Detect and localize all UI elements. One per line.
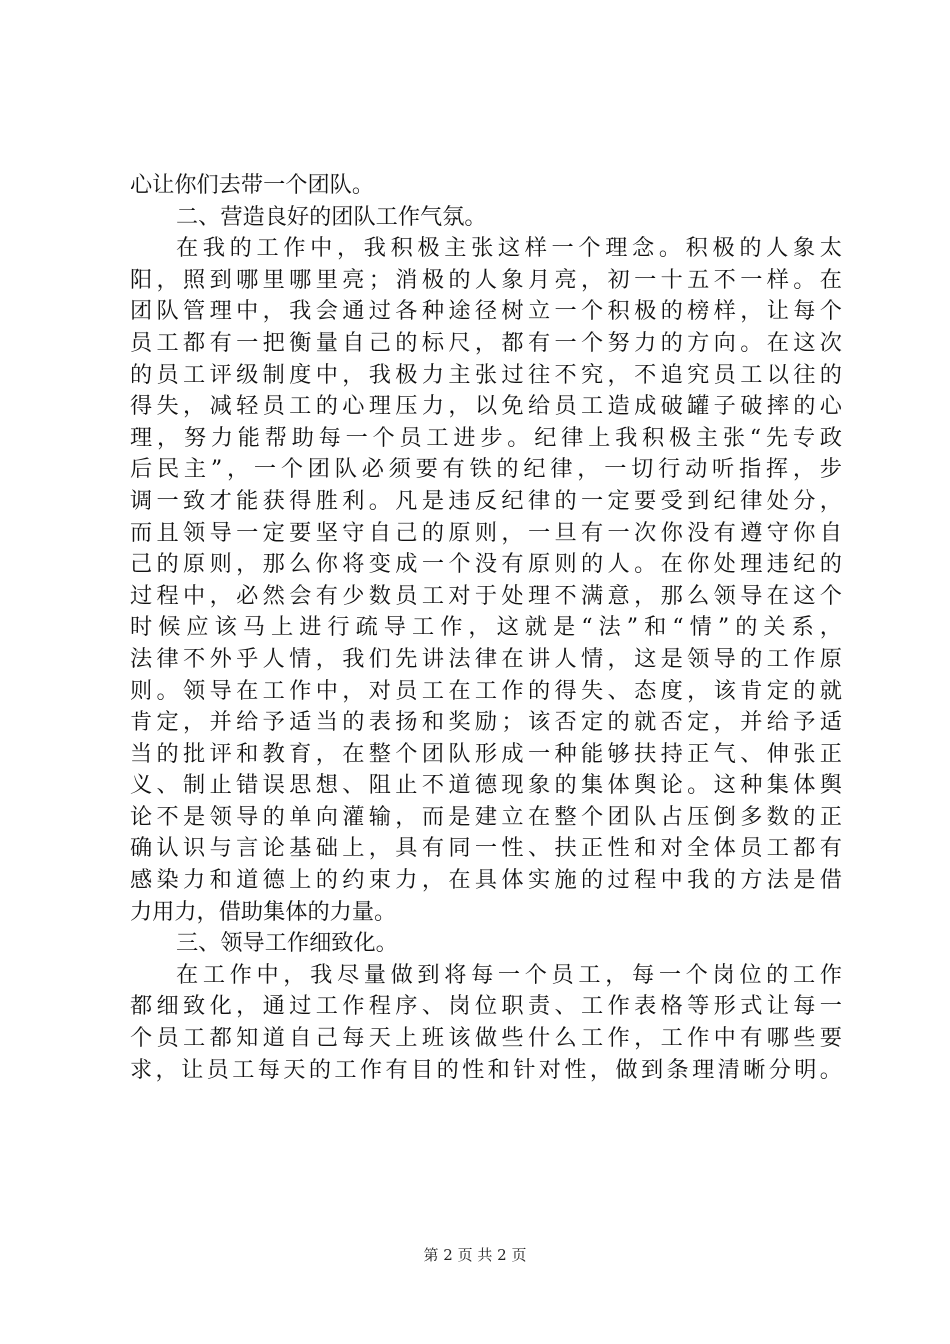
body-text bbox=[130, 170, 842, 1086]
text-line: 论不是领导的单向灌输，而是建立在整个团队占压倒多数的正 bbox=[130, 803, 842, 830]
text-line: 二、营造良好的团队工作气氛。 bbox=[176, 203, 487, 230]
text-line: 三、领导工作细致化。 bbox=[176, 930, 398, 957]
text-line: 力用力，借助集体的力量。 bbox=[130, 898, 397, 925]
text-line: 过程中，必然会有少数员工对于处理不满意，那么领导在这个 bbox=[130, 582, 842, 609]
text-line: 都细致化，通过工作程序、岗位职责、工作表格等形式让每一 bbox=[130, 993, 842, 1020]
text-line: 感染力和道德上的约束力，在具体实施的过程中我的方法是借 bbox=[130, 867, 842, 894]
text-line: 理，努力能帮助每一个员工进步。纪律上我积极主张“先专政 bbox=[130, 424, 842, 451]
text-line: 员工都有一把衡量自己的标尺，都有一个努力的方向。在这次 bbox=[130, 329, 842, 356]
text-line: 法律不外乎人情，我们先讲法律在讲人情，这是领导的工作原 bbox=[130, 645, 842, 672]
text-line: 个员工都知道自己每天上班该做些什么工作，工作中有哪些要 bbox=[130, 1025, 842, 1052]
text-line: 义、制止错误思想、阻止不道德现象的集体舆论。这种集体舆 bbox=[130, 772, 842, 799]
text-line: 后民主”，一个团队必须要有铁的纪律，一切行动听指挥，步 bbox=[130, 456, 842, 483]
text-line: 肯定，并给予适当的表扬和奖励；该否定的就否定，并给予适 bbox=[130, 709, 842, 736]
page-footer: 第 2 页 共 2 页 bbox=[423, 1246, 527, 1264]
text-line: 则。领导在工作中，对员工在工作的得失、态度，该肯定的就 bbox=[130, 677, 842, 704]
text-line: 得失，减轻员工的心理压力，以免给员工造成破罐子破摔的心 bbox=[130, 393, 842, 420]
text-line: 团队管理中，我会通过各种途径树立一个积极的榜样，让每个 bbox=[130, 298, 842, 325]
text-line: 时候应该马上进行疏导工作，这就是“法”和“情”的关系， bbox=[130, 614, 842, 641]
text-line: 心让你们去带一个团队。 bbox=[130, 172, 375, 198]
text-line: 调一致才能获得胜利。凡是违反纪律的一定要受到纪律处分， bbox=[130, 487, 842, 514]
text-line: 当的批评和教育，在整个团队形成一种能够扶持正气、伸张正 bbox=[130, 740, 842, 767]
text-line: 己的原则，那么你将变成一个没有原则的人。在你处理违纪的 bbox=[130, 551, 842, 578]
text-line: 在我的工作中，我积极主张这样一个理念。积极的人象太 bbox=[176, 235, 842, 262]
text-line: 确认识与言论基础上，具有同一性、扶正性和对全体员工都有 bbox=[130, 835, 842, 862]
text-line: 的员工评级制度中，我极力主张过往不究，不追究员工以往的 bbox=[130, 361, 842, 388]
text-line: 而且领导一定要坚守自己的原则，一旦有一次你没有遵守你自 bbox=[130, 519, 842, 546]
text-line: 阳，照到哪里哪里亮；消极的人象月亮，初一十五不一样。在 bbox=[130, 266, 842, 293]
text-line: 在工作中，我尽量做到将每一个员工，每一个岗位的工作 bbox=[176, 961, 842, 988]
text-line: 求，让员工每天的工作有目的性和针对性，做到条理清晰分明。 bbox=[130, 1056, 842, 1083]
